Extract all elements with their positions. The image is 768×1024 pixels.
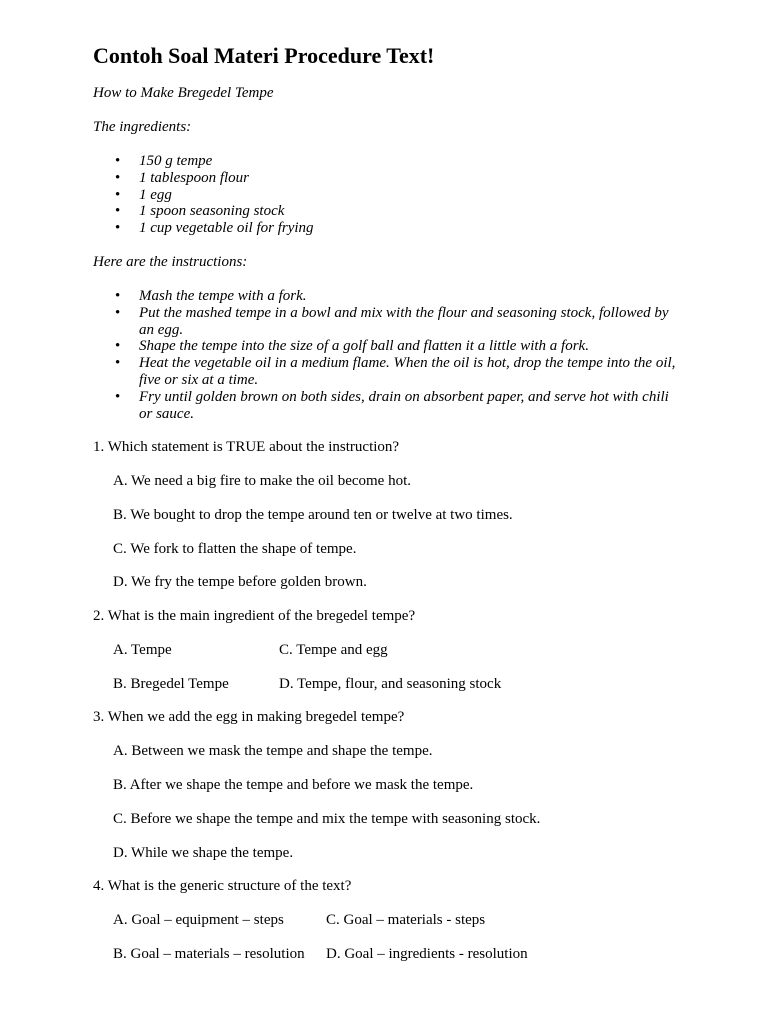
question-4-option-c: C. Goal – materials - steps xyxy=(326,912,486,928)
ingredient-item: • 1 cup vegetable oil for frying xyxy=(93,220,679,237)
question-2-option-b: B. Bregedel Tempe xyxy=(113,676,229,692)
ingredients-list xyxy=(93,153,679,237)
question-2-option-d: D. Tempe, flour, and seasoning stock xyxy=(279,676,502,692)
instruction-step: • Mash the tempe with a fork. xyxy=(93,288,679,305)
question-1-option-d: D. We fry the tempe before golden brown. xyxy=(113,574,367,590)
document-title: Contoh Soal Materi Procedure Text! xyxy=(93,43,435,68)
question-3-option-a: A. Between we mask the tempe and shape the tempe. xyxy=(113,743,433,759)
question-3-option-c: C. Before we shape the tempe and mix the tempe with seasoning stock. xyxy=(113,811,541,827)
question-3: 3. When we add the egg in making bregedel tempe? xyxy=(93,709,405,725)
recipe-subtitle: How to Make Bregedel Tempe xyxy=(93,85,274,101)
question-2: 2. What is the main ingredient of the bregedel tempe? xyxy=(93,608,416,624)
instructions-list xyxy=(93,288,679,422)
instructions-heading: Here are the instructions: xyxy=(93,254,248,270)
question-4-option-b: B. Goal – materials – resolution xyxy=(113,946,305,962)
question-4-option-a: A. Goal – equipment – steps xyxy=(113,912,284,928)
ingredient-item: • 150 g tempe xyxy=(93,153,679,170)
question-1: 1. Which statement is TRUE about the instruction? xyxy=(93,439,400,455)
question-1-option-a: A. We need a big fire to make the oil become hot. xyxy=(113,473,412,489)
question-1-option-b: B. We bought to drop the tempe around ten or twelve at two times. xyxy=(113,507,513,523)
ingredient-item: • 1 tablespoon flour xyxy=(93,170,679,187)
question-1-option-c: C. We fork to flatten the shape of tempe. xyxy=(113,541,357,557)
instruction-step: • Put the mashed tempe in a bowl and mix with the flour and seasoning stock, followed by an egg. xyxy=(93,305,679,339)
question-4-option-d: D. Goal – ingredients - resolution xyxy=(326,946,528,962)
question-3-option-d: D. While we shape the tempe. xyxy=(113,845,294,861)
question-2-option-a: A. Tempe xyxy=(113,642,172,658)
question-3-option-b: B. After we shape the tempe and before we mask the tempe. xyxy=(113,777,474,793)
ingredient-item: • 1 spoon seasoning stock xyxy=(93,203,679,220)
ingredient-item: • 1 egg xyxy=(93,187,679,204)
ingredients-heading: The ingredients: xyxy=(93,119,192,135)
question-2-option-c: C. Tempe and egg xyxy=(279,642,388,658)
question-4: 4. What is the generic structure of the text? xyxy=(93,878,352,894)
instruction-step: • Fry until golden brown on both sides, drain on absorbent paper, and serve hot with chili or sauce. xyxy=(93,389,679,423)
instruction-step: • Heat the vegetable oil in a medium flame. When the oil is hot, drop the tempe into the oil, five or six at a time. xyxy=(93,355,679,389)
instruction-step: • Shape the tempe into the size of a golf ball and flatten it a little with a fork. xyxy=(93,338,679,355)
